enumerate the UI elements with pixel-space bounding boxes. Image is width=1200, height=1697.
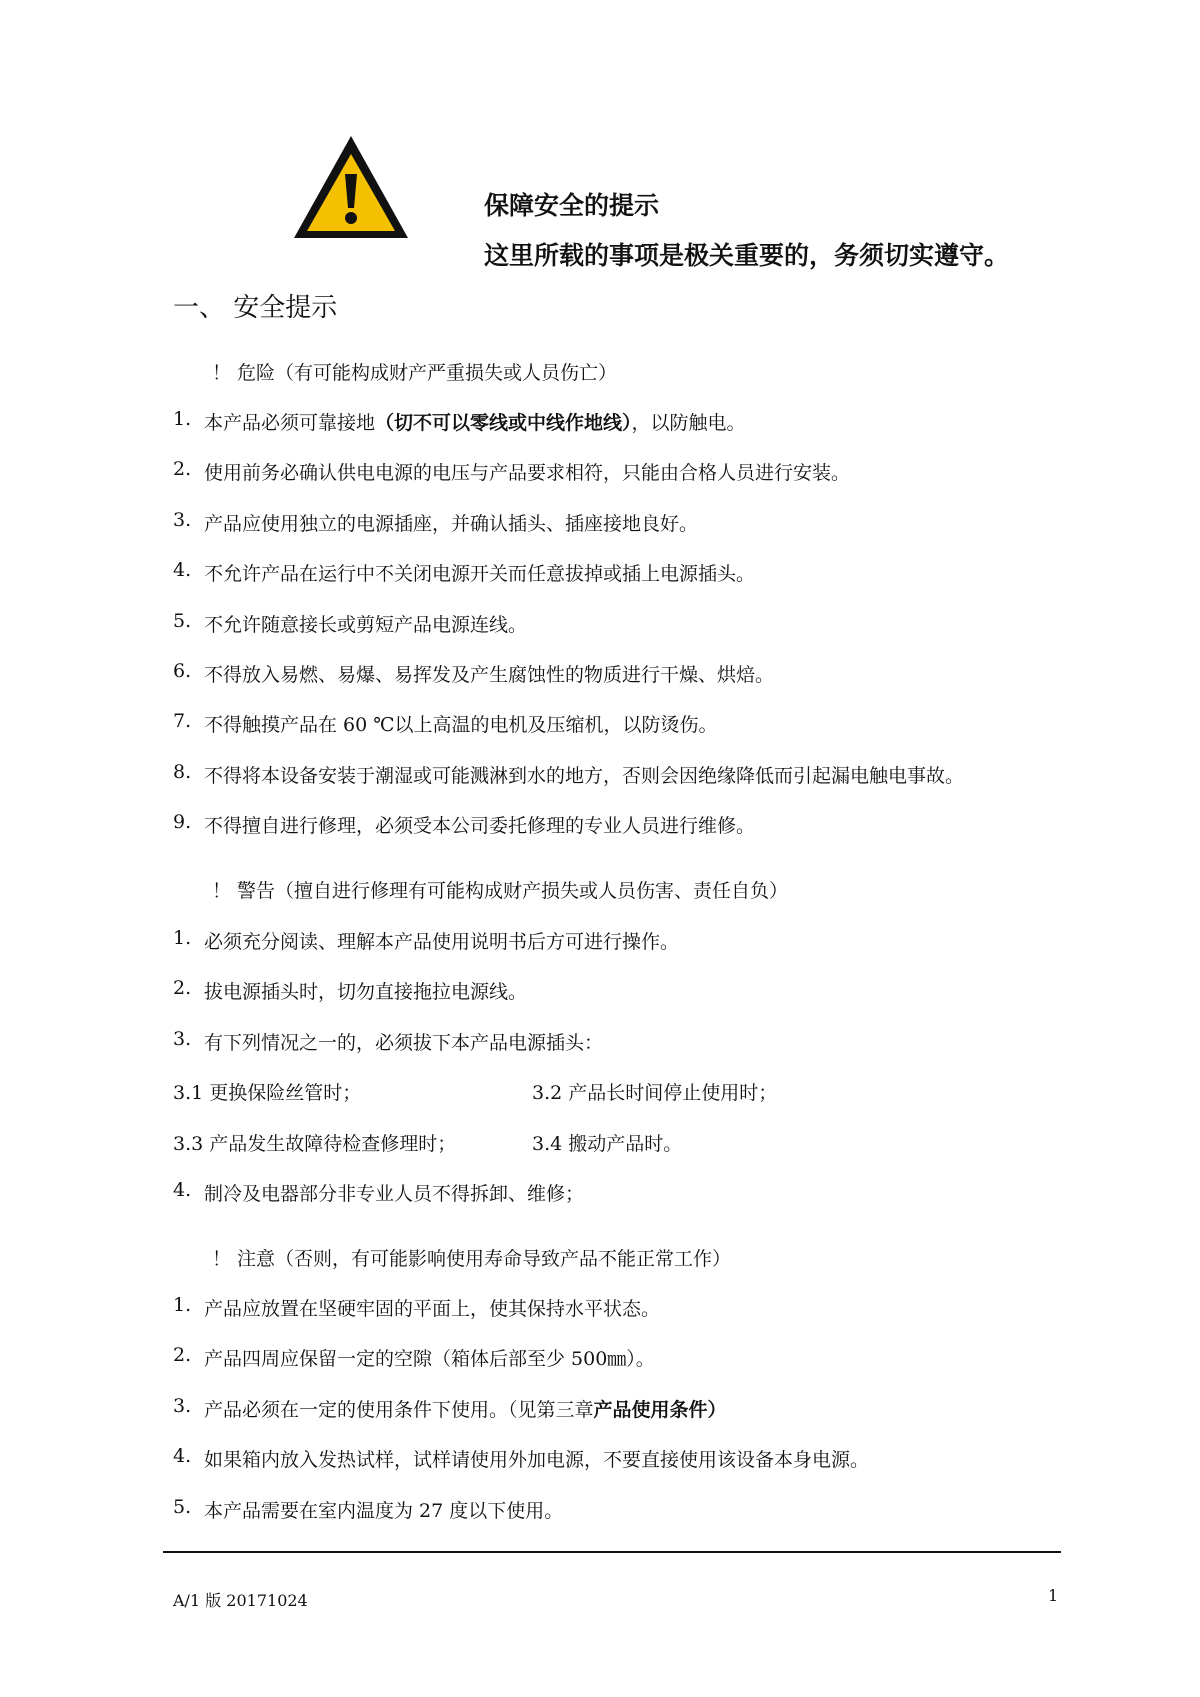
item-number: 4. <box>173 1445 192 1468</box>
item-number: 2. <box>173 977 192 1000</box>
section-heading: 一、 安全提示 <box>173 293 338 323</box>
caution-label: ！ 注意（否则，有可能影响使用寿命导致产品不能正常工作） <box>212 1248 732 1270</box>
header-subtitle: 这里所载的事项是极关重要的，务须切实遵守。 <box>484 241 1010 270</box>
sub-item: 3.4 搬动产品时。 <box>532 1133 683 1155</box>
item-number: 5. <box>173 1495 192 1518</box>
item-text: 如果箱内放入发热试样，试样请使用外加电源，不要直接使用该设备本身电源。 <box>204 1449 870 1472</box>
item-text: 拔电源插头时，切勿直接拖拉电源线。 <box>204 981 528 1004</box>
item-text: 制冷及电器部分非专业人员不得拆卸、维修； <box>204 1183 585 1205</box>
item-number: 6. <box>173 660 192 682</box>
warning-label: ！ 警告（擅自进行修理有可能构成财产损失或人员伤害、责任自负） <box>212 880 789 902</box>
item-text: 不允许随意接长或剪短产品电源连线。 <box>204 613 528 636</box>
item-number: 1. <box>173 408 192 430</box>
footer-divider <box>163 1551 1061 1553</box>
footer-version: A/1 版 20171024 <box>173 1591 308 1610</box>
item-text: 必须充分阅读、理解本产品使用说明书后方可进行操作。 <box>204 931 680 953</box>
item-number: 4. <box>173 559 192 582</box>
item-number: 8. <box>173 760 192 783</box>
item-text-pre: 产品必须在一定的使用条件下使用。（见第三章 <box>204 1398 594 1421</box>
item-text: 不得触摸产品在 60 ℃以上高温的电机及压缩机，以防烫伤。 <box>204 714 718 737</box>
header-title: 保障安全的提示 <box>484 191 660 220</box>
item-text-bold: （切不可以零线或中线作地线） <box>375 412 632 434</box>
item-number: 3. <box>173 1394 192 1417</box>
item-text <box>204 408 746 435</box>
item-number: 1. <box>173 927 192 949</box>
item-number: 3. <box>173 1027 192 1050</box>
item-number: 5. <box>173 609 192 632</box>
item-text-post: ，以防触电。 <box>631 412 746 434</box>
warning-triangle-icon <box>292 134 410 240</box>
item-text: 不得放入易燃、易爆、易挥发及产生腐蚀性的物质进行干燥、烘焙。 <box>204 664 775 686</box>
item-text-pre: 本产品必须可靠接地 <box>204 412 376 434</box>
sub-item: 3.1 更换保险丝管时； <box>173 1082 362 1104</box>
sub-item: 3.3 产品发生故障待检查修理时； <box>173 1133 457 1155</box>
item-text: 使用前务必确认供电电源的电压与产品要求相符，只能由合格人员进行安装。 <box>204 462 851 485</box>
item-text: 产品应使用独立的电源插座，并确认插头、插座接地良好。 <box>204 512 699 535</box>
item-number: 2. <box>173 1344 192 1367</box>
item-text <box>204 1395 727 1422</box>
page-number: 1 <box>1048 1586 1059 1605</box>
sub-item: 3.2 产品长时间停止使用时； <box>532 1082 778 1104</box>
item-number: 7. <box>173 710 192 733</box>
item-text-bold: 产品使用条件） <box>593 1398 727 1421</box>
item-text: 不得将本设备安装于潮湿或可能溅淋到水的地方，否则会因绝缘降低而引起漏电触电事故。 <box>204 764 965 787</box>
item-number: 9. <box>173 811 192 834</box>
item-text: 不得擅自进行修理，必须受本公司委托修理的专业人员进行维修。 <box>204 815 756 838</box>
item-number: 3. <box>173 508 192 531</box>
item-text: 不允许产品在运行中不关闭电源开关而任意拔掉或插上电源插头。 <box>204 563 756 586</box>
item-number: 1. <box>173 1294 192 1316</box>
item-text: 产品四周应保留一定的空隙（箱体后部至少 500㎜）。 <box>204 1348 655 1371</box>
item-number: 4. <box>173 1179 192 1201</box>
item-text: 产品应放置在坚硬牢固的平面上，使其保持水平状态。 <box>204 1298 661 1320</box>
item-text: 本产品需要在室内温度为 27 度以下使用。 <box>204 1499 564 1522</box>
item-number: 2. <box>173 458 192 481</box>
danger-label: ！ 危险（有可能构成财产严重损失或人员伤亡） <box>212 362 618 384</box>
item-text: 有下列情况之一的，必须拔下本产品电源插头： <box>204 1031 604 1054</box>
